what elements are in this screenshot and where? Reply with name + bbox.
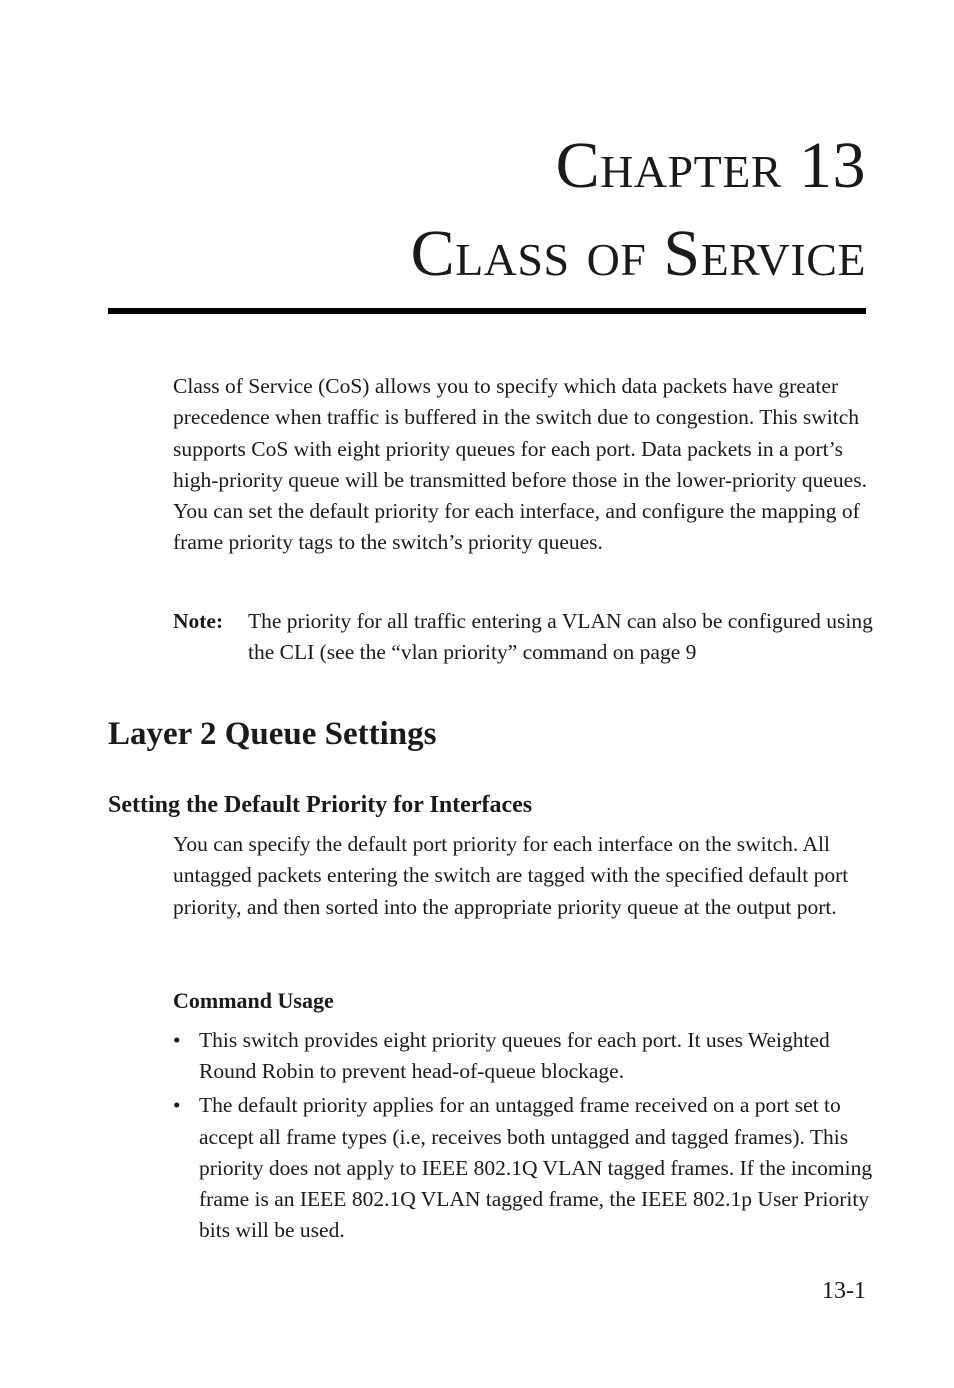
note-block bbox=[173, 606, 873, 668]
chapter-number: Chapter 13 bbox=[555, 129, 866, 202]
command-usage-list bbox=[173, 1025, 873, 1249]
list-item-text: The default priority applies for an untagged frame received on a port set to accept all frame types (i.e, receives both untagged and tagged frames). This priority does not apply to IEEE 802.1Q VLAN tagged frames. If the incoming frame is an IEEE 802.1Q VLAN tagged frame, the IEEE 802.1p User Priority bits will be used. bbox=[199, 1093, 873, 1243]
list-item bbox=[173, 1090, 873, 1246]
list-item bbox=[173, 1025, 873, 1087]
section-title: Layer 2 Queue Settings bbox=[108, 716, 437, 752]
subsection-title: Setting the Default Priority for Interfaces bbox=[108, 792, 533, 818]
note-label: Note: bbox=[173, 609, 224, 633]
subsection-paragraph: You can specify the default port priority for each interface on the switch. All untagged packets entering the switch are tagged with the specified default port priority, and then sorted into the appropriate priority queue at the output port. bbox=[173, 832, 849, 919]
note-text: The priority for all traffic entering a VLAN can also be configured using the CLI (see the “vlan priority” command on page 9 bbox=[248, 609, 873, 664]
chapter-divider bbox=[108, 308, 866, 314]
bullet-icon: • bbox=[173, 1028, 181, 1052]
bullet-icon: • bbox=[173, 1093, 181, 1118]
chapter-title: Class of Service bbox=[410, 217, 866, 290]
page-number: 13-1 bbox=[822, 1278, 866, 1304]
intro-paragraph: Class of Service (CoS) allows you to specify which data packets have greater precedence when traffic is buffered in the switch due to congestion. This switch supports CoS with eight priority queues for each port. Data packets in a port’s high-priority queue will be transmitted before those in the lower-priority queues. You can set the default priority for each interface, and configure the mapping of frame priority tags to the switch’s priority queues. bbox=[173, 374, 867, 555]
chapter-heading bbox=[411, 122, 866, 298]
command-usage-title: Command Usage bbox=[173, 988, 334, 1013]
list-item-text: This switch provides eight priority queues for each port. It uses Weighted Round Robin to prevent head-of-queue blockage. bbox=[199, 1028, 830, 1084]
